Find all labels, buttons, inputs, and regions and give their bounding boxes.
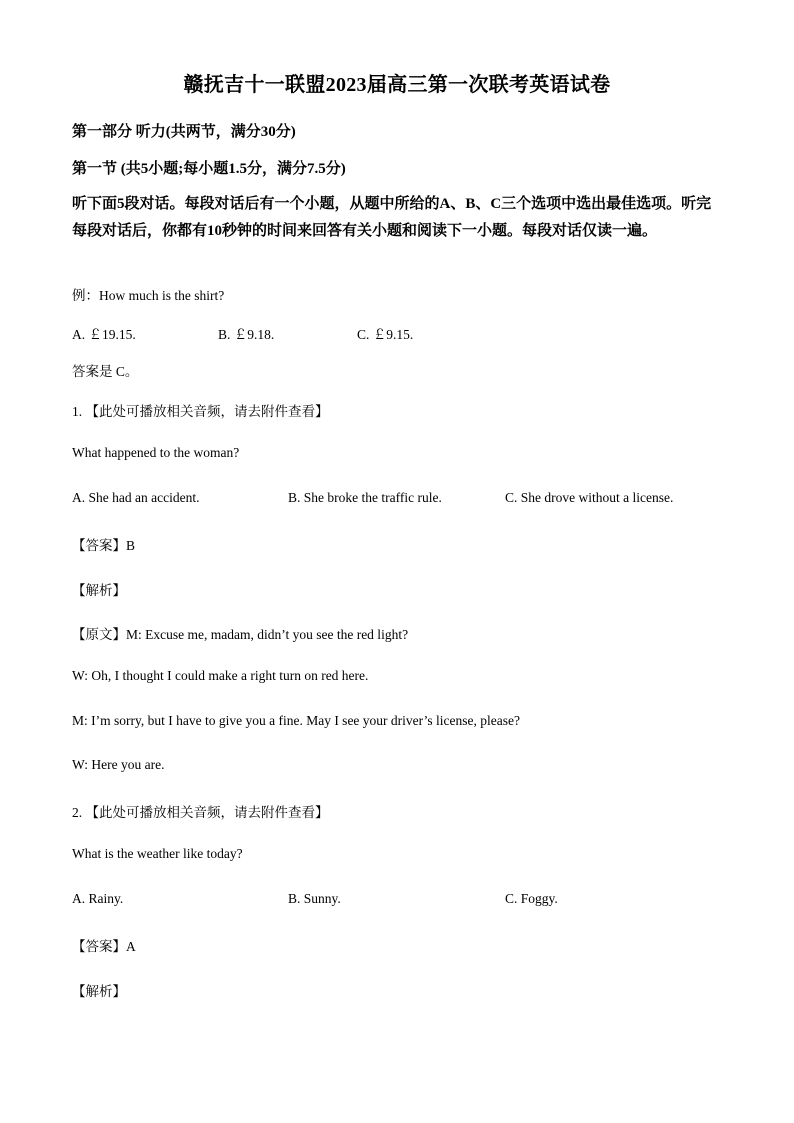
q1-option-a: A. She had an accident. [72,490,200,505]
q1-question: What happened to the woman? [72,445,240,460]
q1-header: 1. 【此处可播放相关音频，请去附件查看】 [72,404,329,419]
q1-analysis: 【解析】 [72,583,126,598]
q1-transcript-line: 【原文】M: Excuse me, madam, didn’t you see the red light? [72,627,409,642]
q1-option-c: C. She drove without a license. [505,490,674,505]
q2-option-b: B. Sunny. [288,891,341,906]
example-option-b: B. ￡9.18. [218,327,275,342]
q1-transcript-line: W: Here you are. [72,757,165,772]
q1-transcript-line: M: I’m sorry, but I have to give you a fine. May I see your driver’s license, please? [72,713,520,728]
example-answer: 答案是 C。 [72,364,139,379]
q1-transcript-line: W: Oh, I thought I could make a right turn on red here. [72,668,369,683]
example-option-c: C. ￡9.15. [357,327,414,342]
q1-option-b: B. She broke the traffic rule. [288,490,442,505]
instructions-paragraph: 听下面5段对话。每段对话后有一个小题，从题中所给的A、B、C三个选项中选出最佳选项。听完每段对话后，你都有10秒钟的时间来回答有关小题和阅读下一小题。每段对话仅读一遍。 [72,196,712,239]
q2-option-c: C. Foggy. [505,891,558,906]
part-heading: 第一部分 听力(共两节，满分30分) [72,124,296,140]
q2-option-a: A. Rainy. [72,891,124,906]
example-option-a: A. ￡19.15. [72,327,136,342]
exam-title: 赣抚吉十一联盟2023届高三第一次联考英语试卷 [183,74,611,96]
q2-question: What is the weather like today? [72,846,243,861]
example-question: 例：How much is the shirt? [72,288,225,303]
q2-answer: 【答案】A [72,939,136,954]
q1-answer: 【答案】B [72,538,136,553]
q2-header: 2. 【此处可播放相关音频，请去附件查看】 [72,805,329,820]
q2-analysis: 【解析】 [72,984,126,999]
section-heading: 第一节 (共5小题;每小题1.5分，满分7.5分) [72,161,346,177]
